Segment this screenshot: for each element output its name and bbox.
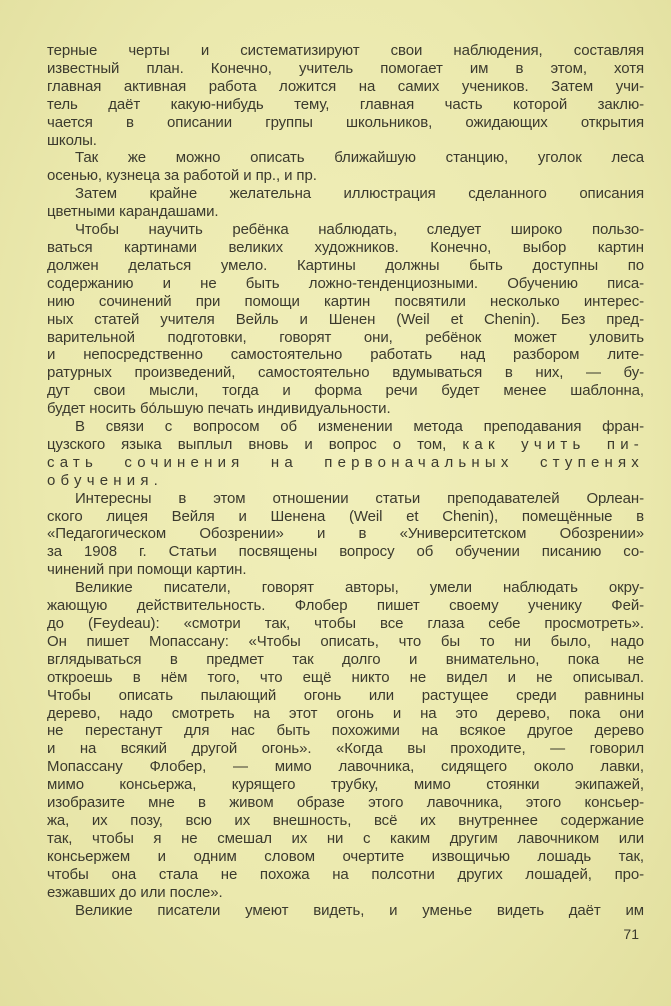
text-line-content: так, чтобы я не смешал их ни с каким другим лавочником или bbox=[47, 829, 644, 847]
text-line-content: консьержем и одним словом очертите извощичью лошадь так, bbox=[47, 847, 644, 865]
text-line-content: нию сочинений при помощи картин посвятили несколько интерес- bbox=[47, 292, 644, 310]
text-line bbox=[47, 78, 644, 96]
text-line-content: терные черты и систематизируют свои наблюдения, составляя bbox=[47, 42, 644, 59]
text-line bbox=[47, 346, 644, 364]
text-line bbox=[47, 382, 644, 400]
text-line-content: ных статей учителя Вейль и Шенен (Weil et Chenin). Без пред- bbox=[47, 310, 644, 328]
text-line-content: чается в описании группы школьников, ожидающих открытия bbox=[47, 113, 644, 131]
text-line-content: не перестанут для нас быть похожими на всякое другое дерево bbox=[47, 722, 644, 740]
text-line bbox=[47, 239, 644, 257]
text-line bbox=[47, 902, 644, 920]
text-line-content: Так же можно описать ближайшую станцию, уголок леса bbox=[75, 149, 644, 167]
text-line-content: осенью, кузнеца за работой и пр., и пр. bbox=[47, 167, 317, 185]
text-line bbox=[47, 185, 644, 203]
text-line-content: школы. bbox=[47, 131, 97, 149]
text-line bbox=[47, 543, 644, 561]
text-line bbox=[47, 525, 644, 543]
text-line bbox=[47, 884, 644, 902]
text-line-content: жающую действительность. Флобер пишет своему ученику Фей- bbox=[47, 597, 644, 615]
text-line bbox=[47, 633, 644, 651]
text-line bbox=[47, 221, 644, 239]
text-line-content: ратурных произведений, самостоятельно вдумываться в них, — бу- bbox=[47, 364, 644, 382]
text-line bbox=[47, 418, 644, 436]
text-line bbox=[47, 740, 644, 758]
text-line-content: Интересны в этом отношении статьи преподавателей Орлеан- bbox=[75, 489, 644, 507]
text-line bbox=[47, 60, 644, 78]
text-line bbox=[47, 132, 644, 150]
text-line-content: дут свои мысли, тогда и форма речи будет менее шаблонна, bbox=[47, 382, 644, 400]
text-line bbox=[47, 651, 644, 669]
text-line bbox=[47, 114, 644, 132]
text-line bbox=[47, 257, 644, 275]
emphasized-spaced-text: как учить пи- bbox=[462, 435, 645, 453]
text-line-content: изобразите мне в живом образе этого лавочника, этого консьер- bbox=[47, 794, 644, 812]
text-line-content: Великие писатели умеют видеть, и уменье видеть даёт им bbox=[75, 901, 644, 919]
text-line bbox=[47, 561, 644, 579]
text-line bbox=[47, 758, 644, 776]
text-line-content: Затем крайне желательна иллюстрация сделанного описания bbox=[75, 185, 644, 203]
text-line bbox=[47, 794, 644, 812]
text-line-content: чинений при помощи картин. bbox=[47, 561, 247, 579]
text-line bbox=[47, 615, 644, 633]
text-line bbox=[47, 490, 644, 508]
text-line bbox=[47, 436, 644, 454]
text-line bbox=[47, 722, 644, 740]
text-line bbox=[47, 687, 644, 705]
text-line-content: откроешь в нём того, что ещё никто не видел и не описывал. bbox=[47, 668, 644, 686]
text-line-content: варительной подготовки, говорят они, ребёнок может уловить bbox=[47, 328, 644, 346]
text-line-content: тель даёт какую-нибудь тему, главная часть которой заклю- bbox=[47, 95, 644, 113]
text-line-content: содержанию и не быть ложно-тенденциозными. Обучению писа- bbox=[47, 274, 644, 292]
text-line-content: дерево, надо смотреть на этот огонь и на это дерево, пока они bbox=[47, 704, 644, 722]
text-line-content: жа, их позу, всю их внешность, всё их внутреннее содержание bbox=[47, 811, 644, 829]
text-line bbox=[47, 848, 644, 866]
text-line-content: до (Feydeau): «смотри так, чтобы все глаза себе просмотреть». bbox=[47, 615, 644, 632]
text-line bbox=[47, 579, 644, 597]
text-line-content: ского лицея Вейля и Шенена (Weil et Chenin), помещённые в bbox=[47, 507, 644, 525]
text-line bbox=[47, 454, 644, 472]
text-line-content: и непосредственно самостоятельно работать над разбором лите- bbox=[47, 346, 644, 364]
text-line-content: В связи с вопросом об изменении метода преподавания фран- bbox=[75, 418, 644, 436]
text-line bbox=[47, 293, 644, 311]
text-line bbox=[47, 203, 644, 221]
text-line-content: Чтобы научить ребёнка наблюдать, следует широко пользо- bbox=[75, 221, 644, 239]
text-line-content: мимо консьержа, курящего трубку, мимо стоянки экипажей, bbox=[47, 776, 644, 794]
text-line-content: Мопассану Флобер, — мимо лавочника, сидящего около лавки, bbox=[47, 758, 644, 776]
text-line-content: за 1908 г. Статьи посвящены вопросу об обучении писанию со- bbox=[47, 543, 644, 561]
text-line bbox=[47, 275, 644, 293]
text-line-content: ваться картинами великих художников. Конечно, выбор картин bbox=[47, 238, 644, 256]
text-line-content: и на всякий другой огонь». «Когда вы проходите, — говорил bbox=[47, 740, 644, 758]
text-line-content: езжавших до или после». bbox=[47, 883, 223, 901]
page-body-text bbox=[47, 42, 644, 919]
text-line bbox=[47, 96, 644, 114]
text-line-content: Чтобы описать пылающий огонь или растущее среди равнины bbox=[47, 686, 644, 704]
text-line-content: должен делаться умело. Картины должны быть доступны по bbox=[47, 256, 644, 274]
text-line bbox=[47, 42, 644, 60]
text-line bbox=[47, 669, 644, 687]
text-line-content: Он пишет Мопассану: «Чтобы описать, что бы то ни было, надо bbox=[47, 632, 644, 650]
text-line-content: «Педагогическом Обозрении» и в «Университетском Обозрении» bbox=[47, 525, 644, 543]
text-line bbox=[47, 508, 644, 526]
text-line bbox=[47, 329, 644, 347]
text-line bbox=[47, 472, 644, 490]
page-number: 71 bbox=[623, 926, 639, 942]
text-line-content: цветными карандашами. bbox=[47, 203, 219, 221]
text-line bbox=[47, 400, 644, 418]
text-line bbox=[47, 705, 644, 723]
emphasized-spaced-text: обучения. bbox=[47, 471, 164, 489]
emphasized-spaced-text: сать сочинения на первоначальных ступенях bbox=[47, 453, 644, 471]
text-line-content: чтобы она стала не похожа на полсотни других лошадей, про- bbox=[47, 865, 644, 883]
text-line-content: будет носить бо́льшую печать индивидуальности. bbox=[47, 400, 391, 418]
text-line-content: вглядываться в предмет так долго и внимательно, пока не bbox=[47, 650, 644, 668]
text-line bbox=[47, 364, 644, 382]
text-line bbox=[47, 830, 644, 848]
text-line bbox=[47, 866, 644, 884]
text-line bbox=[47, 149, 644, 167]
text-line bbox=[47, 167, 644, 185]
text-line bbox=[47, 311, 644, 329]
text-line-content: цузского языка выплыл вновь и вопрос о том, bbox=[47, 435, 447, 453]
text-line-content: главная активная работа ложится на самих учеников. Затем учи- bbox=[47, 77, 644, 95]
text-line bbox=[47, 776, 644, 794]
text-line bbox=[47, 812, 644, 830]
text-line-content: Великие писатели, говорят авторы, умели наблюдать окру- bbox=[75, 579, 644, 597]
text-line-content: известный план. Конечно, учитель помогает им в этом, хотя bbox=[47, 59, 644, 77]
text-line bbox=[47, 597, 644, 615]
